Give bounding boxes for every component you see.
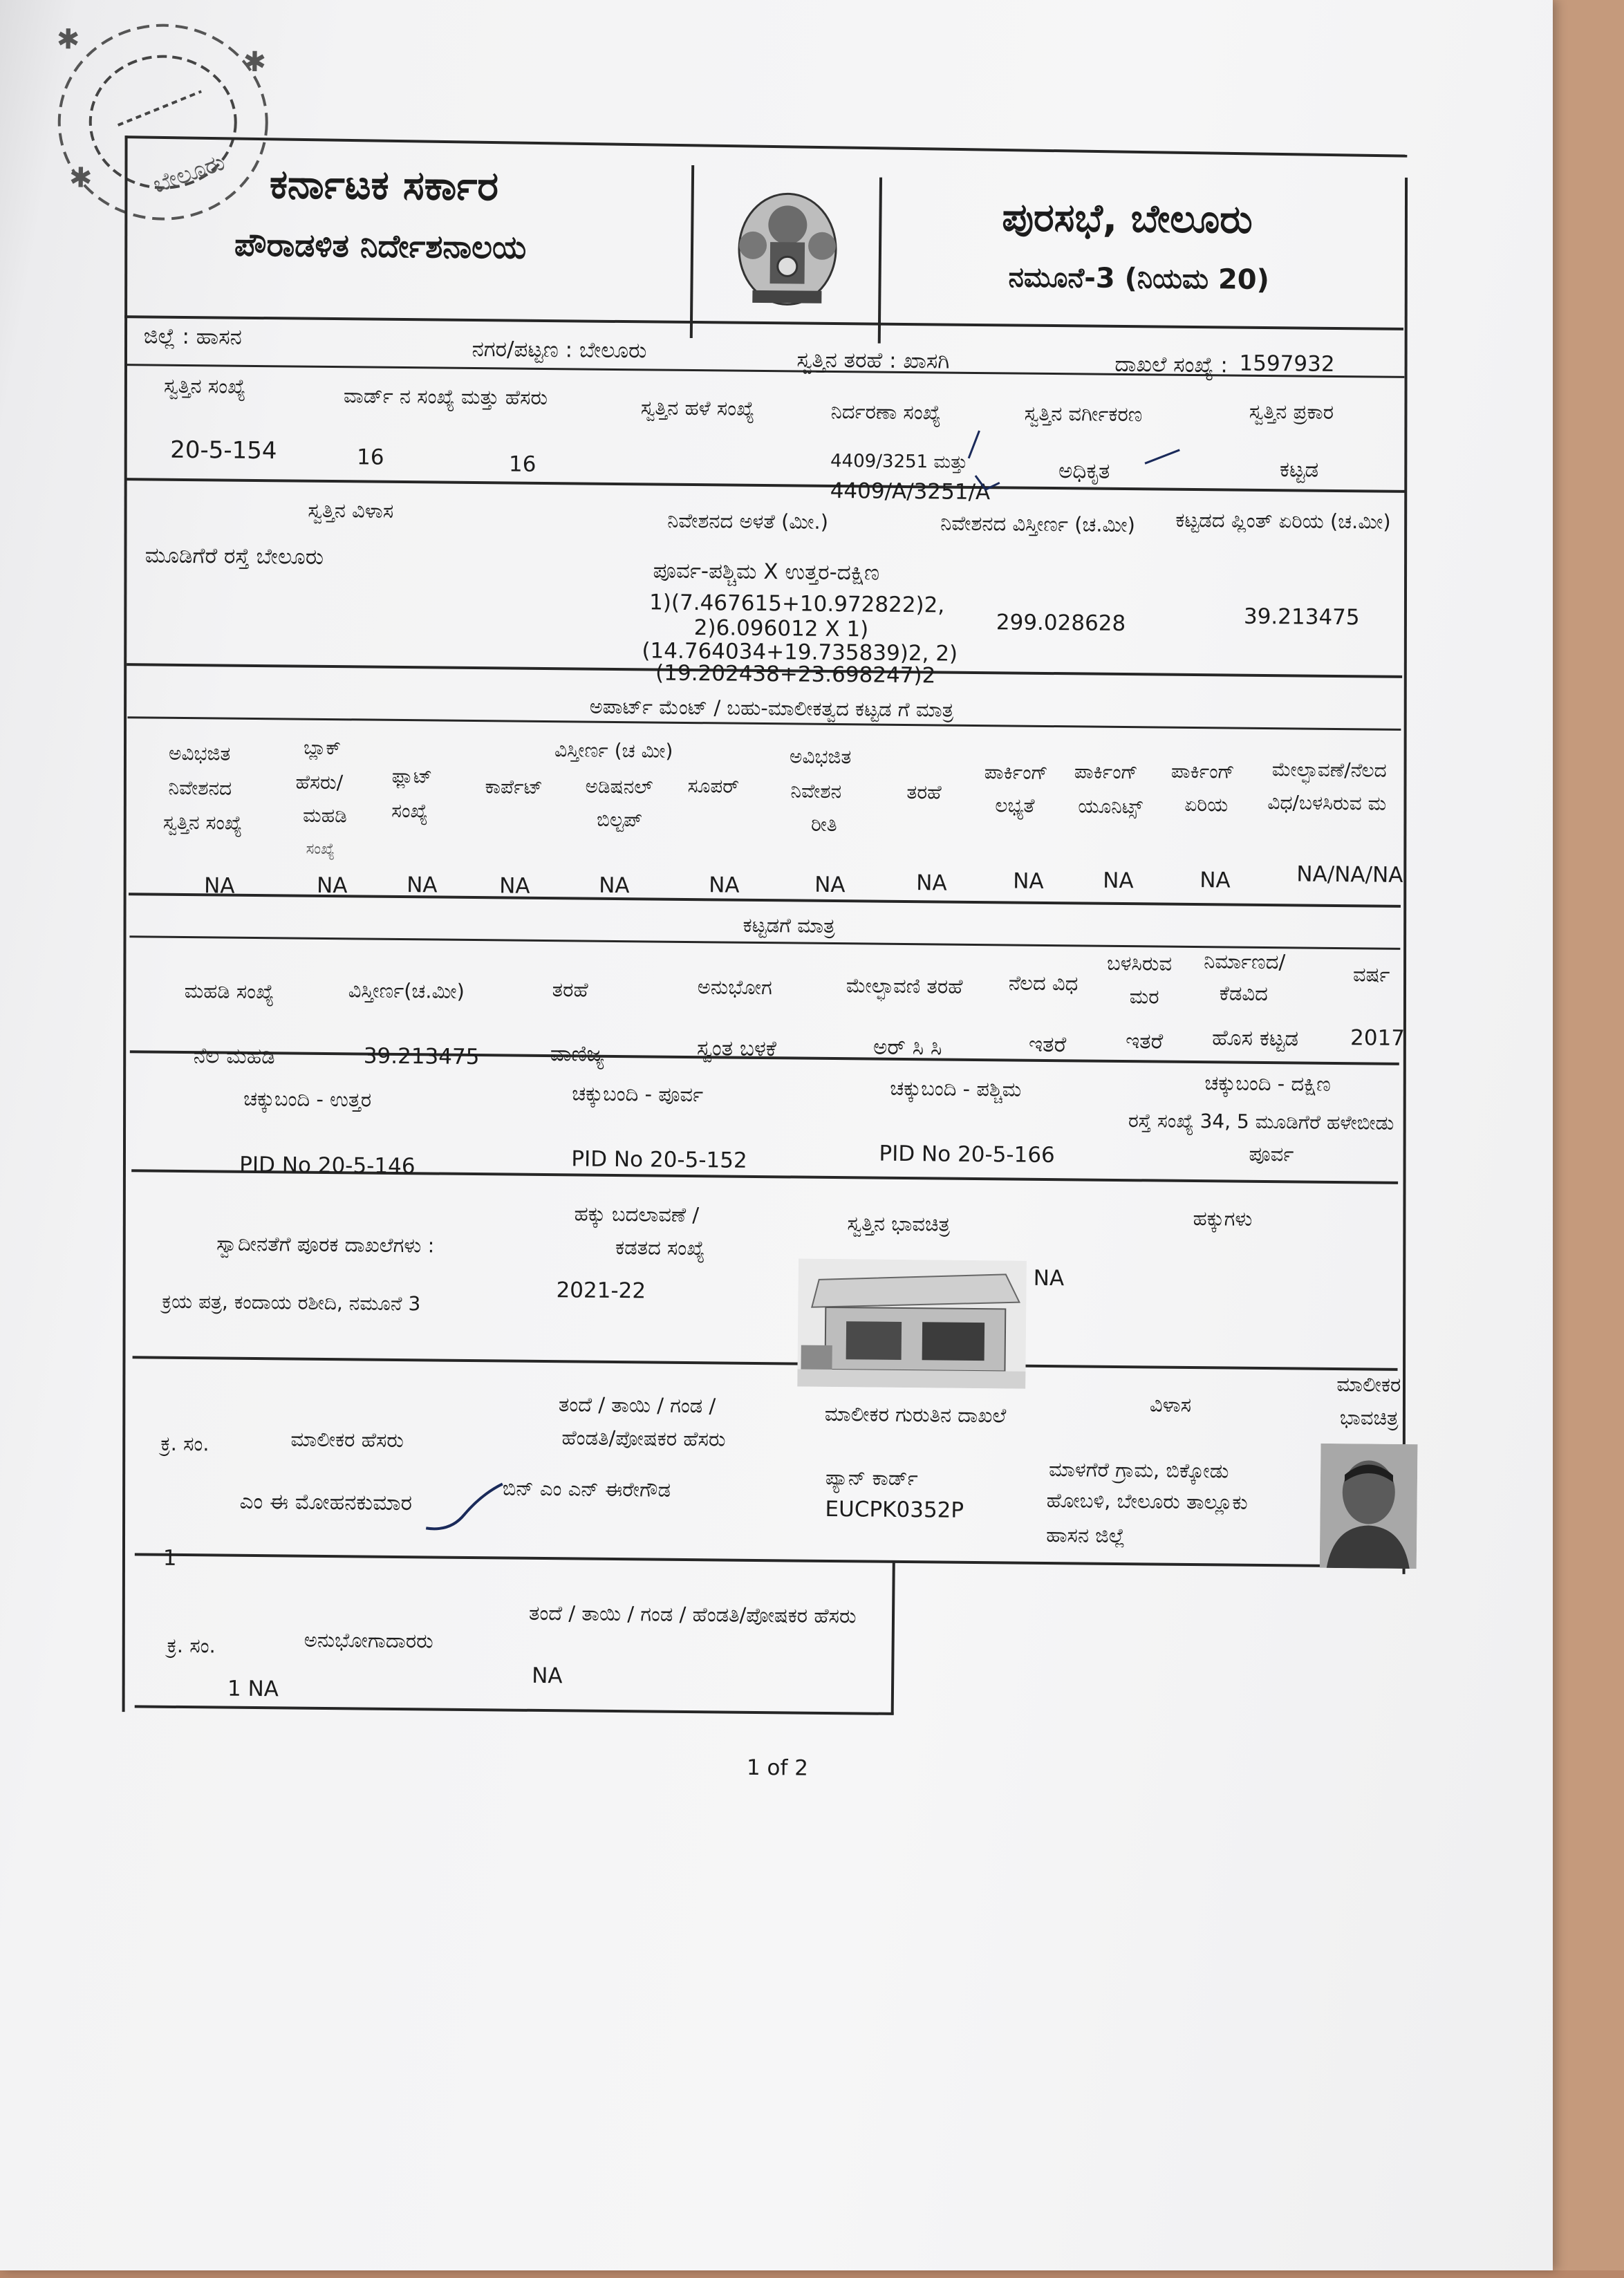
rule-header-bottom bbox=[124, 315, 1403, 330]
apt-additional-value: NA bbox=[599, 872, 630, 899]
floor-area-value: 39.213475 bbox=[363, 1043, 480, 1070]
owner-id-type: ಪ್ಯಾನ್ ಕಾರ್ಡ್ bbox=[825, 1465, 918, 1491]
wood-value: ಇತರೆ bbox=[1125, 1029, 1164, 1054]
h-floor: ಮಹಡಿ ಸಂಖ್ಯೆ bbox=[184, 979, 274, 1004]
h-wood-2: ಮರ bbox=[1129, 984, 1159, 1009]
h-assessment: ನಿರ್ದರಣಾ ಸಂಖ್ಯೆ bbox=[830, 399, 942, 424]
h-undivided-3: ಸ್ವತ್ತಿನ ಸಂಖ್ಯೆ bbox=[162, 810, 243, 834]
apt-parking-units-value: NA bbox=[1103, 868, 1134, 894]
h-carpet: ಕಾರ್ಪೆಟ್ bbox=[485, 775, 543, 799]
apt-parking-area-value: NA bbox=[1200, 868, 1231, 893]
apt-roof-value: NA/NA/NA bbox=[1296, 861, 1403, 888]
page-number: 1 of 2 bbox=[746, 1755, 809, 1781]
govt-title: ಕರ್ನಾಟಕ ಸರ್ಕಾರ bbox=[269, 160, 499, 210]
rule-occupant-bottom bbox=[135, 1705, 894, 1715]
roof-type-value: ಅರ್ ಸಿ ಸಿ bbox=[872, 1034, 942, 1061]
owner-address-3: ಹಾಸನ ಜಿಲ್ಲೆ bbox=[1046, 1523, 1126, 1548]
h-method-1: ಅವಿಭಜಿತ bbox=[789, 745, 852, 769]
occupant-right-border bbox=[891, 1562, 895, 1715]
town: ನಗರ/ಪಟ್ಟಣ : ಬೇಲೂರು bbox=[472, 336, 647, 364]
property-number: 20-5-154 bbox=[170, 436, 277, 465]
dimension-line-4: (14.764034+19.735839)2, 2) bbox=[642, 638, 958, 666]
year-value: 2017 bbox=[1350, 1025, 1406, 1051]
assessment-2: 4409/A/3251/A bbox=[830, 478, 991, 505]
owner-name: ಎಂ ಈ ಮೋಹನಕುಮಾರ bbox=[239, 1488, 413, 1516]
boundary-east: PID No 20-5-152 bbox=[571, 1146, 747, 1173]
next-page-edge bbox=[1553, 0, 1624, 2270]
h-kind: ಸ್ವತ್ತಿನ ಪ್ರಕಾರ bbox=[1249, 399, 1334, 424]
h-owner-relation-1: ತಂದೆ / ತಾಯಿ / ಗಂಡ / bbox=[558, 1392, 716, 1418]
h-transfer-2: ಕಡತದ ಸಂಖ್ಯೆ bbox=[615, 1235, 705, 1260]
h-plinth-area: ಕಟ್ಟಡದ ಪ್ಲಿಂತ್ ಏರಿಯ (ಚ.ಮೀ) bbox=[1175, 507, 1391, 534]
h-site-area: ನಿವೇಶನದ ವಿಸ್ತೀರ್ಣ (ಚ.ಮೀ) bbox=[940, 511, 1136, 537]
boundary-south-2: ಪೂರ್ವ bbox=[1249, 1141, 1294, 1166]
svg-text:✱: ✱ bbox=[68, 162, 93, 194]
h-floor-area: ವಿಸ್ತೀರ್ಣ(ಚ.ಮೀ) bbox=[348, 978, 465, 1003]
ward-number: 16 bbox=[356, 445, 384, 470]
header-divider-2 bbox=[878, 178, 882, 344]
property-kind: ಕಟ್ಟಡ bbox=[1279, 457, 1319, 483]
apt-type-value: NA bbox=[916, 870, 947, 896]
form-name: ನಮೂನೆ-3 (ನಿಯಮ 20) bbox=[1008, 261, 1270, 297]
floor-kind-value: ಇತರೆ bbox=[1028, 1031, 1067, 1058]
h-parking-avail-1: ಪಾರ್ಕಿಂಗ್ bbox=[984, 760, 1049, 784]
bld-type-value: ವಾಣಿಜ್ಯ bbox=[550, 1041, 604, 1067]
h-roof-2: ವಿಧ/ಬಳಸಿರುವ ಮ bbox=[1267, 791, 1387, 815]
h-boundary-east: ಚಕ್ಕುಬಂದಿ - ಪೂರ್ವ bbox=[572, 1081, 704, 1107]
apt-method-value: NA bbox=[814, 872, 846, 898]
built-value: ಹೊಸ ಕಟ್ಟಡ bbox=[1211, 1025, 1299, 1052]
site-area: 299.028628 bbox=[996, 610, 1126, 637]
h-owner-photo-1: ಮಾಲೀಕರ bbox=[1336, 1372, 1401, 1397]
usage-value: ಸ್ವಂತ ಬಳಕೆ bbox=[696, 1036, 777, 1062]
property-photo bbox=[797, 1259, 1027, 1389]
rule-docs-bottom bbox=[133, 1356, 1398, 1371]
h-built-2: ಕೆಡವಿದ bbox=[1219, 981, 1269, 1006]
h-block-1: ಬ್ಲಾಕ್ bbox=[303, 736, 342, 760]
boundary-north: PID No 20-5-146 bbox=[239, 1152, 416, 1179]
apt-flat-value: NA bbox=[406, 872, 438, 898]
dimension-line-3: 2)6.096012 X 1) bbox=[693, 615, 869, 642]
municipal-stamp bbox=[34, 7, 299, 238]
h-boundary-west: ಚಕ್ಕುಬಂದಿ - ಪಶ್ಚಿಮ bbox=[890, 1076, 1022, 1101]
floor-value: ನೆಲ ಮಹಡಿ bbox=[193, 1043, 275, 1070]
stamp-text: ಬೇಲೂರು bbox=[149, 148, 229, 199]
h-owner-address: ವಿಳಾಸ bbox=[1149, 1392, 1192, 1417]
rule-bld-title-bottom bbox=[129, 935, 1400, 950]
entry-no: 1597932 bbox=[1239, 351, 1335, 377]
district: ಜಿಲ್ಲೆ : ಹಾಸನ bbox=[143, 324, 243, 350]
h-owner-id: ಮಾಲೀಕರ ಗುರುತಿನ ದಾಖಲೆ bbox=[824, 1401, 1007, 1428]
apt-block-value: NA bbox=[316, 872, 348, 899]
h-block-3: ಮಹಡಿ bbox=[302, 803, 347, 828]
h-rights: ಹಕ್ಕುಗಳು bbox=[1193, 1206, 1253, 1231]
boundary-south-1: ರಸ್ತೆ ಸಂಖ್ಯೆ 34, 5 ಮೂಡಿಗೆರೆ ಹಳೇಬೀಡು bbox=[1128, 1109, 1394, 1135]
h-parking-area-1: ಪಾರ್ಕಿಂಗ್ bbox=[1170, 759, 1235, 783]
h-site-dimensions: ನಿವೇಶನದ ಅಳತೆ (ಮೀ.) bbox=[667, 508, 829, 534]
h-block-2: ಹೆಸರು/ bbox=[295, 770, 344, 794]
table-left-border bbox=[122, 136, 128, 1712]
h-method-2: ನಿವೇಶನ bbox=[790, 779, 842, 803]
h-parking-units-2: ಯೂನಿಟ್ಸ್ bbox=[1078, 794, 1143, 819]
h-apt-type: ತರಹೆ bbox=[906, 781, 942, 804]
owner-relation: ಬಿನ್ ಎಂ ಎನ್ ಈರೇಗೌಡ bbox=[502, 1476, 671, 1502]
h-supporting-docs: ಸ್ವಾದೀನತೆಗೆ ಪೂರಕ ದಾಖಲೆಗಳು : bbox=[216, 1231, 435, 1258]
table-right-border bbox=[1403, 178, 1408, 1574]
h-transfer-1: ಹಕ್ಕು ಬದಲಾವಣೆ / bbox=[574, 1202, 700, 1227]
h-super: ಸೂಪರ್ bbox=[687, 774, 740, 798]
pen-signature-mark bbox=[422, 1479, 520, 1535]
apt-undivided-value: NA bbox=[203, 873, 235, 899]
transfer-number: 2021-22 bbox=[556, 1278, 646, 1304]
h-owner-relation-2: ಹೆಂಡತಿ/ಪೋಷಕರ ಹೆಸರು bbox=[561, 1426, 726, 1451]
building-title: ಕಟ್ಟಡಗೆ ಮಾತ್ರ bbox=[743, 913, 835, 938]
h-occupant-sl: ಕ್ರ. ಸಂ. bbox=[167, 1633, 216, 1658]
rule-property-bottom bbox=[126, 478, 1405, 493]
header-divider-1 bbox=[690, 165, 694, 338]
owner-photo bbox=[1320, 1444, 1418, 1569]
h-bld-type: ತರಹೆ bbox=[552, 978, 588, 1002]
h-owner-name: ಮಾಲೀಕರ ಹೆಸರು bbox=[290, 1427, 404, 1453]
classification: ಅಧಿಕೃತ bbox=[1058, 458, 1110, 484]
h-ward: ವಾರ್ಡ್ ನ ಸಂಖ್ಯೆ ಮತ್ತು ಹೆಸರು bbox=[343, 384, 548, 410]
apt-super-value: NA bbox=[709, 872, 740, 898]
h-built-1: ನಿರ್ಮಾಣದ/ bbox=[1204, 949, 1286, 974]
h-old-number: ಸ್ವತ್ತಿನ ಹಳೆ ಸಂಖ್ಯೆ bbox=[640, 395, 755, 420]
h-owner-photo-2: ಭಾವಚಿತ್ರ bbox=[1339, 1406, 1399, 1430]
h-parking-area-2: ಏರಿಯ bbox=[1184, 792, 1229, 816]
h-occupant-name: ಅನುಭೋಗಾದಾರರು bbox=[304, 1627, 433, 1653]
dimension-line-5: (19.202438+23.698247)2 bbox=[655, 660, 936, 689]
h-floor-kind: ನೆಲದ ವಿಧ bbox=[1008, 971, 1079, 996]
h-boundary-north: ಚಕ್ಕುಬಂದಿ - ಉತ್ತರ bbox=[243, 1086, 372, 1112]
svg-text:✱: ✱ bbox=[243, 46, 267, 79]
dimension-line-2: 1)(7.467615+10.972822)2, bbox=[648, 590, 945, 618]
h-roof-1: ಮೇಲ್ಛಾವಣೆ/ನೆಲದ bbox=[1271, 758, 1387, 782]
owner-sl: 1 bbox=[162, 1545, 177, 1571]
entry-no-label: ದಾಖಲೆ ಸಂಖ್ಯೆ : bbox=[1114, 351, 1228, 378]
h-roof-type: ಮೇಲ್ಛಾವಣಿ ತರಹೆ bbox=[846, 973, 963, 998]
assessment-1: 4409/3251 ಮತ್ತು bbox=[830, 450, 968, 473]
h-occupant-relation: ತಂದೆ / ತಾಯಿ / ಗಂಡ / ಹೆಂಡತಿ/ಪೋಷಕರ ಹೆಸರು bbox=[528, 1600, 857, 1628]
table-top-border bbox=[124, 136, 1407, 158]
h-address: ಸ್ವತ್ತಿನ ವಿಳಾಸ bbox=[308, 498, 394, 523]
h-additional-1: ಅಡಿಷನಲ್ bbox=[585, 774, 653, 799]
supporting-docs: ಕ್ರಯ ಪತ್ರ, ಕಂದಾಯ ರಶೀದಿ, ನಮೂನೆ 3 bbox=[162, 1289, 421, 1316]
h-classification: ಸ್ವತ್ತಿನ ವರ್ಗೀಕರಣ bbox=[1024, 401, 1143, 427]
owner-id-number: EUCPK0352P bbox=[825, 1496, 964, 1523]
old-number: 16 bbox=[508, 451, 536, 477]
svg-text:✱: ✱ bbox=[56, 24, 80, 56]
h-usage: ಅನುಭೋಗ bbox=[697, 975, 772, 1000]
h-parking-units-1: ಪಾರ್ಕಿಂಗ್ bbox=[1074, 760, 1139, 784]
h-undivided-1: ಅವಿಭಜಿತ bbox=[168, 741, 231, 765]
occupant-row: 1 NA bbox=[227, 1676, 279, 1702]
h-owner-sl: ಕ್ರ. ಸಂ. bbox=[160, 1431, 209, 1456]
pen-tick-marks bbox=[958, 424, 1187, 502]
h-year: ವರ್ಷ bbox=[1352, 962, 1390, 987]
h-property-number: ಸ್ವತ್ತಿನ ಸಂಖ್ಯೆ bbox=[163, 373, 246, 398]
h-method-3: ರೀತಿ bbox=[810, 812, 837, 837]
directorate-title: ಪೌರಾಡಳಿತ ನಿರ್ದೇಶನಾಲಯ bbox=[234, 225, 527, 266]
dimension-line-1: ಪೂರ್ವ-ಪಶ್ಚಿಮ X ಉತ್ತರ-ದಕ್ಷಿಣ bbox=[653, 558, 880, 586]
apartment-title: ಅಪಾರ್ಟ್ ಮೆಂಟ್ / ಬಹು-ಮಾಲೀಕತ್ವದ ಕಟ್ಟಡ ಗೆ ಮಾತ್ರ bbox=[589, 694, 954, 722]
plinth-area: 39.213475 bbox=[1243, 604, 1360, 631]
property-type: ಸ್ವತ್ತಿನ ತರಹೆ : ಖಾಸಗಿ bbox=[796, 347, 950, 374]
h-block-4: ಸಂಖ್ಯೆ bbox=[306, 840, 335, 859]
h-boundary-south: ಚಕ್ಕುಬಂದಿ - ದಕ್ಷಿಣ bbox=[1204, 1071, 1331, 1096]
karnataka-emblem bbox=[711, 176, 864, 315]
apt-parking-avail-value: NA bbox=[1013, 868, 1044, 894]
owner-address-1: ಮಾಳಗೆರೆ ಗ್ರಾಮ, ಬಿಕ್ಕೋಡು bbox=[1048, 1457, 1229, 1483]
h-wood-1: ಬಳಸಿರುವ bbox=[1106, 951, 1173, 975]
h-parking-avail-2: ಲಭ್ಯತೆ bbox=[995, 794, 1035, 817]
h-flat-1: ಫ್ಲಾಟ್ bbox=[391, 764, 433, 788]
rule-owner-bottom bbox=[135, 1553, 1400, 1568]
municipality-title: ಪುರಸಭೆ, ಬೇಲೂರು bbox=[1002, 195, 1253, 243]
h-flat-2: ಸಂಖ್ಯೆ bbox=[391, 799, 428, 823]
rights-value: NA bbox=[1033, 1265, 1065, 1291]
h-property-photo: ಸ್ವತ್ತಿನ ಭಾವಚಿತ್ರ bbox=[847, 1211, 951, 1236]
occupant-relation: NA bbox=[532, 1663, 563, 1689]
apt-carpet-value: NA bbox=[498, 873, 530, 899]
owner-address-2: ಹೋಬಳಿ, ಬೇಲೂರು ತಾಲ್ಲೂಕು bbox=[1046, 1488, 1248, 1514]
property-address: ಮೂಡಿಗೆರೆ ರಸ್ತೆ ಬೇಲೂರು bbox=[144, 543, 324, 570]
h-additional-2: ಬಿಲ್ಟಪ್ bbox=[596, 807, 643, 832]
h-undivided-2: ನಿವೇಶನದ bbox=[168, 776, 232, 800]
h-apt-area: ವಿಸ್ತೀರ್ಣ (ಚ ಮೀ) bbox=[554, 738, 673, 763]
boundary-west: PID No 20-5-166 bbox=[879, 1141, 1055, 1168]
